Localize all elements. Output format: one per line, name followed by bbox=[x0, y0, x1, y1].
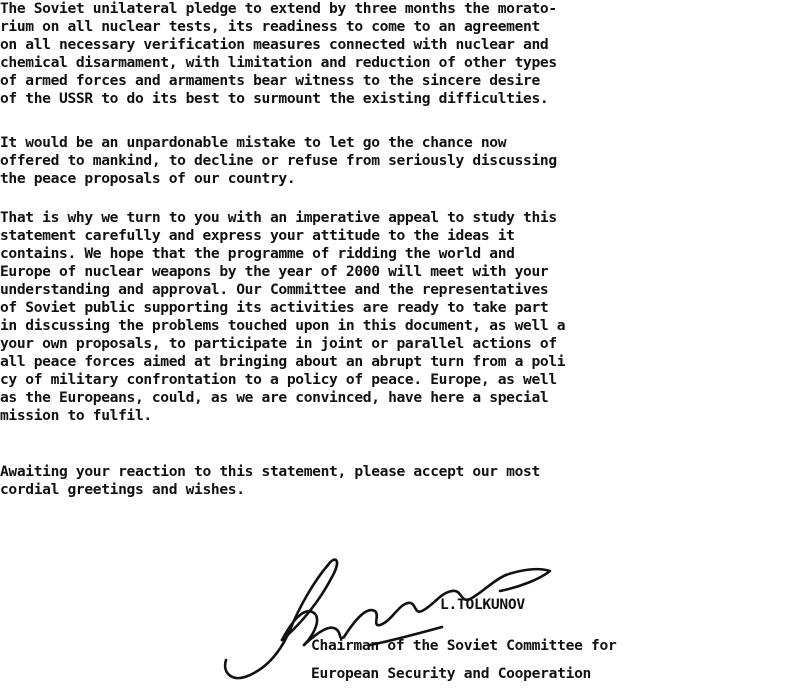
text-line: on all necessary verification measures connected with nuclear and bbox=[0, 36, 549, 53]
text-line: of armed forces and armaments bear witness to the sincere desire bbox=[0, 72, 540, 89]
text-line: mission to fulfil. bbox=[0, 407, 152, 424]
text-line: Europe of nuclear weapons by the year of 2000 will meet with your bbox=[0, 263, 549, 280]
text-line: That is why we turn to you with an imperative appeal to study this bbox=[0, 209, 557, 226]
text-line: of the USSR to do its best to surmount the existing difficulties. bbox=[0, 90, 549, 107]
text-line: It would be an unpardonable mistake to let go the chance now bbox=[0, 134, 507, 151]
text-line: contains. We hope that the programme of ridding the world and bbox=[0, 245, 515, 262]
text-line: your own proposals, to participate in joint or parallel actions of bbox=[0, 335, 557, 352]
text-line: the peace proposals of our country. bbox=[0, 170, 296, 187]
text-line: in discussing the problems touched upon in this document, as well a bbox=[0, 317, 566, 334]
text-line: of Soviet public supporting its activities are ready to take part bbox=[0, 299, 549, 316]
signatory-name: L.TOLKUNOV bbox=[440, 596, 525, 613]
text-line: all peace forces aimed at bringing about an abrupt turn from a poli bbox=[0, 353, 566, 370]
text-line: offered to mankind, to decline or refuse from seriously discussing bbox=[0, 152, 557, 169]
text-line: understanding and approval. Our Committee and the representatives bbox=[0, 281, 549, 298]
text-line: statement carefully and express your attitude to the ideas it bbox=[0, 227, 515, 244]
text-line: cordial greetings and wishes. bbox=[0, 481, 245, 498]
signatory-organization: European Security and Cooperation bbox=[311, 665, 592, 682]
text-line: cy of military confrontation to a policy of peace. Europe, as well bbox=[0, 371, 557, 388]
text-line: The Soviet unilateral pledge to extend by three months the morato- bbox=[0, 0, 557, 17]
text-line: chemical disarmament, with limitation and reduction of other types bbox=[0, 54, 557, 71]
text-line: Awaiting your reaction to this statement, please accept our most bbox=[0, 463, 540, 480]
signatory-title: Chairman of the Soviet Committee for bbox=[311, 637, 617, 654]
text-line: rium on all nuclear tests, its readiness to come to an agreement bbox=[0, 18, 540, 35]
text-line: as the Europeans, could, as we are convinced, have here a special bbox=[0, 389, 549, 406]
